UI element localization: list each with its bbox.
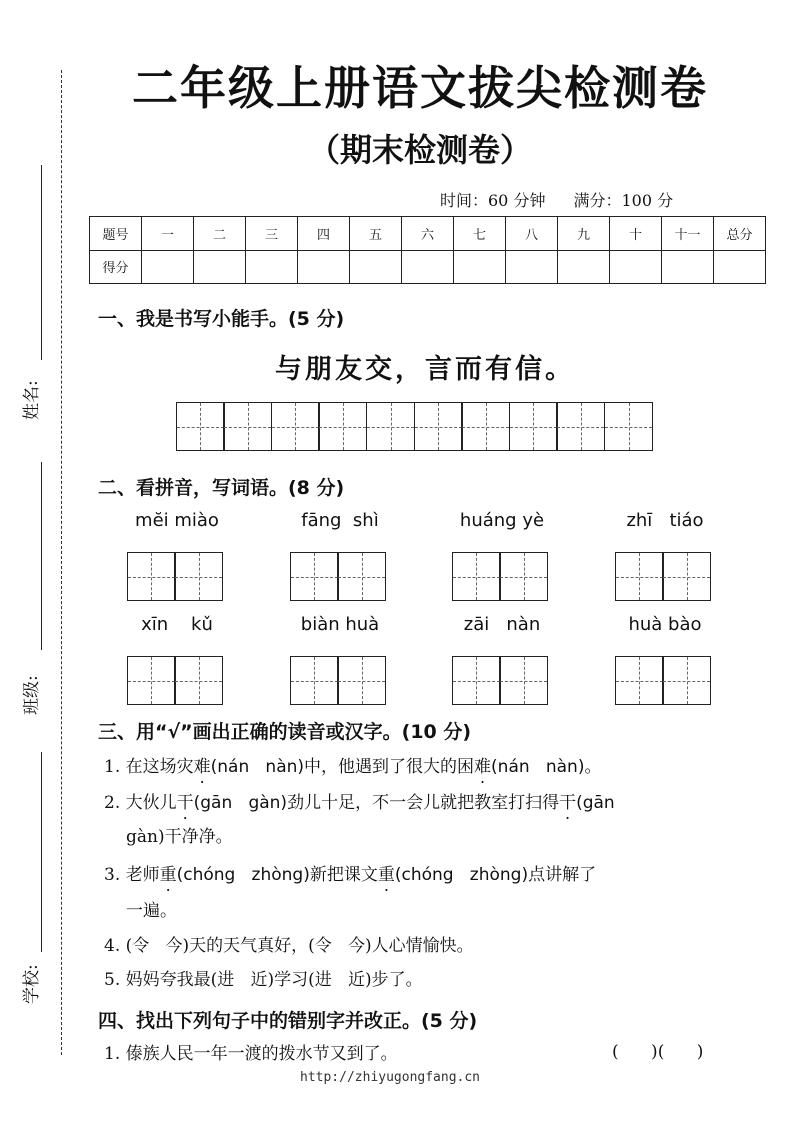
pinyin-word xyxy=(127,510,227,601)
writing-cell[interactable] xyxy=(290,656,339,705)
pinyin-text: mĕi miào xyxy=(135,510,219,531)
header-cell: 六 xyxy=(402,217,454,251)
score-table-score-row xyxy=(90,250,766,284)
question-3-5: 5. 妈妈夸我最(进 近)学习(进 近)步了。 xyxy=(104,970,423,990)
writing-cell[interactable] xyxy=(337,656,386,705)
pinyin-text: biàn huà xyxy=(300,614,380,635)
score-cell[interactable] xyxy=(506,250,558,284)
writing-cell[interactable] xyxy=(337,552,386,601)
question-3-3-cont: 一遍。 xyxy=(126,901,177,921)
header-cell: 七 xyxy=(454,217,506,251)
full-score: 满分：100 分 xyxy=(573,191,674,210)
writing-grid[interactable] xyxy=(177,402,653,451)
header-cell: 五 xyxy=(350,217,402,251)
section-2-title: 二、看拼音，写词语。(8 分) xyxy=(98,477,345,499)
time-limit: 时间：60 分钟 xyxy=(440,191,546,210)
pinyin-word xyxy=(290,614,390,705)
class-line xyxy=(41,462,42,650)
writing-cell[interactable] xyxy=(556,402,605,451)
header-cell: 总分 xyxy=(714,217,766,251)
score-cell[interactable] xyxy=(298,250,350,284)
answer-blanks[interactable]: ( )( ) xyxy=(612,1042,704,1062)
writing-cell[interactable] xyxy=(662,552,711,601)
writing-cell[interactable] xyxy=(499,552,548,601)
footer-url: http://zhiyugongfang.cn xyxy=(300,1070,481,1085)
class-label: 班级: xyxy=(22,675,42,715)
header-cell: 一 xyxy=(142,217,194,251)
name-line xyxy=(41,165,42,360)
pinyin-text: xīn kǔ xyxy=(141,614,213,635)
writing-cell[interactable] xyxy=(604,402,653,451)
word-grid[interactable] xyxy=(616,552,715,601)
score-cell[interactable] xyxy=(662,250,714,284)
writing-cell[interactable] xyxy=(176,402,225,451)
score-cell[interactable] xyxy=(402,250,454,284)
word-grid[interactable] xyxy=(128,656,227,705)
score-cell[interactable] xyxy=(610,250,662,284)
word-grid[interactable] xyxy=(453,552,552,601)
header-cell: 四 xyxy=(298,217,350,251)
word-grid[interactable] xyxy=(291,656,390,705)
question-3-2: 2. 大伙儿干(gān gàn)劲儿十足，不一会儿就把教室打扫得干(gān xyxy=(104,793,615,813)
writing-cell[interactable] xyxy=(127,656,176,705)
header-cell: 十一 xyxy=(662,217,714,251)
writing-cell[interactable] xyxy=(662,656,711,705)
pinyin-word xyxy=(452,614,552,705)
score-cell[interactable] xyxy=(350,250,402,284)
writing-cell[interactable] xyxy=(174,656,223,705)
writing-cell[interactable] xyxy=(223,402,272,451)
score-cell[interactable] xyxy=(246,250,298,284)
score-cell[interactable] xyxy=(142,250,194,284)
pinyin-text: huà bào xyxy=(628,614,702,635)
word-grid[interactable] xyxy=(616,656,715,705)
pinyin-word xyxy=(127,614,227,705)
pinyin-text: zāi nàn xyxy=(463,614,541,635)
exam-info xyxy=(440,188,673,211)
writing-cell[interactable] xyxy=(461,402,510,451)
question-3-2-cont: gàn)干净净。 xyxy=(126,827,233,847)
word-grid[interactable] xyxy=(128,552,227,601)
word-grid[interactable] xyxy=(453,656,552,705)
pinyin-text: fāng shì xyxy=(301,510,379,531)
word-grid[interactable] xyxy=(291,552,390,601)
writing-cell[interactable] xyxy=(271,402,320,451)
writing-cell[interactable] xyxy=(452,656,501,705)
section-4-title: 四、找出下列句子中的错别字并改正。(5 分) xyxy=(98,1010,478,1032)
score-cell[interactable] xyxy=(194,250,246,284)
writing-cell[interactable] xyxy=(615,656,664,705)
score-table-header-row xyxy=(90,217,766,251)
writing-cell[interactable] xyxy=(174,552,223,601)
pinyin-word xyxy=(615,614,715,705)
header-cell: 二 xyxy=(194,217,246,251)
score-cell[interactable] xyxy=(558,250,610,284)
writing-cell[interactable] xyxy=(499,656,548,705)
writing-cell[interactable] xyxy=(366,402,415,451)
section-1-title: 一、我是书写小能手。(5 分) xyxy=(98,308,345,330)
name-label: 姓名: xyxy=(22,380,42,420)
header-cell: 八 xyxy=(506,217,558,251)
writing-cell[interactable] xyxy=(290,552,339,601)
school-label: 学校: xyxy=(22,964,42,1004)
score-row-label: 得分 xyxy=(90,250,142,284)
question-3-4: 4. (令 今)天的天气真好，(令 今)人心情愉快。 xyxy=(104,936,474,956)
writing-cell[interactable] xyxy=(414,402,463,451)
page-title: 二年级上册语文拔尖检测卷 xyxy=(132,61,708,115)
question-3-1: 1. 在这场灾难(nán nàn)中，他遇到了很大的困难(nán nàn)。 xyxy=(104,757,602,777)
header-cell: 十 xyxy=(610,217,662,251)
score-cell[interactable] xyxy=(714,250,766,284)
writing-cell[interactable] xyxy=(615,552,664,601)
score-table xyxy=(89,216,766,284)
school-line xyxy=(41,752,42,952)
pinyin-word xyxy=(452,510,552,601)
pinyin-word xyxy=(615,510,715,601)
pinyin-word xyxy=(290,510,390,601)
section-3-title: 三、用“√”画出正确的读音或汉字。(10 分) xyxy=(98,721,472,743)
writing-cell[interactable] xyxy=(509,402,558,451)
question-3-3: 3. 老师重(chóng zhòng)新把课文重(chóng zhòng)点讲解了 xyxy=(104,865,597,885)
header-cell: 九 xyxy=(558,217,610,251)
writing-cell[interactable] xyxy=(318,402,367,451)
pinyin-text: huáng yè xyxy=(459,510,545,531)
score-cell[interactable] xyxy=(454,250,506,284)
question-4-1: 1. 傣族人民一年一渡的拨水节又到了。 xyxy=(104,1044,398,1064)
writing-cell[interactable] xyxy=(127,552,176,601)
header-cell: 三 xyxy=(246,217,298,251)
motto-text: 与朋友交，言而有信。 xyxy=(275,354,575,385)
pinyin-text: zhī tiáo xyxy=(626,510,704,531)
page-subtitle: （期末检测卷） xyxy=(307,131,532,169)
header-cell: 题号 xyxy=(90,217,142,251)
writing-cell[interactable] xyxy=(452,552,501,601)
binding-cut-line xyxy=(61,70,62,1055)
